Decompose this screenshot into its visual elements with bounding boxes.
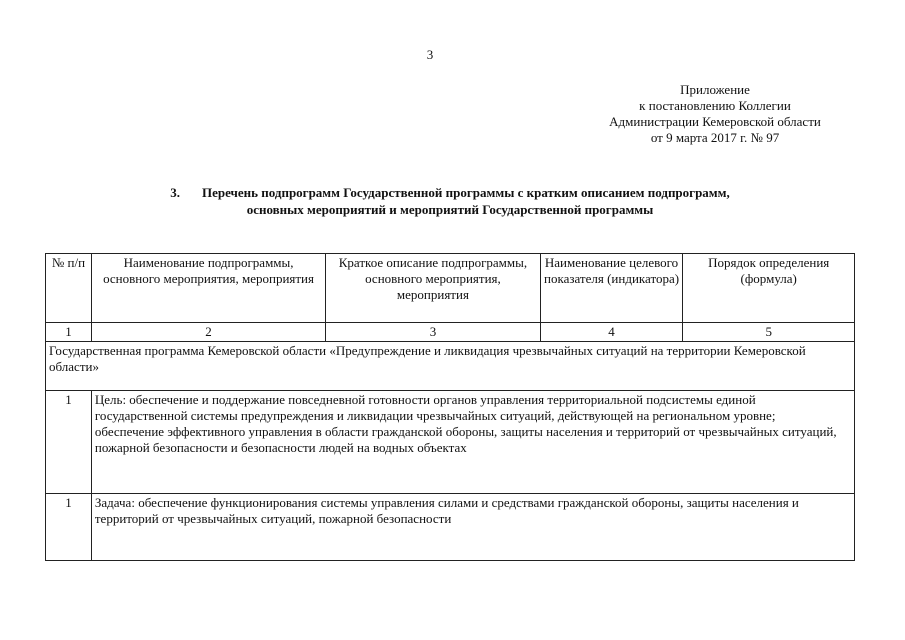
task-text-cell: Задача: обеспечение функционирования системы управления силами и средствами гражданской обороны, защиты населения и территорий от чрезвычайных ситуаций, пожарной безопасности [91, 494, 854, 561]
page-number: 3 [426, 47, 434, 62]
program-row [46, 342, 855, 391]
column-number-cell: 3 [326, 323, 540, 342]
appendix-line-2: к постановлению Коллегии [639, 98, 791, 113]
column-number-cell: 2 [91, 323, 325, 342]
program-title-cell: Государственная программа Кемеровской области «Предупреждение и ликвидация чрезвычайных ситуаций на территории Кемеровской области» [46, 342, 855, 391]
goal-row [46, 391, 855, 494]
table-header-row [46, 254, 855, 323]
section-number: 3. [170, 185, 180, 200]
header-cell-name: Наименование подпрограммы, основного мероприятия, мероприятия [91, 254, 325, 323]
goal-index-cell: 1 [46, 391, 92, 494]
column-number-cell: 1 [46, 323, 92, 342]
appendix-block [560, 82, 870, 146]
appendix-line-3: Администрации Кемеровской области [609, 114, 821, 129]
appendix-line-4: от 9 марта 2017 г. № 97 [650, 130, 780, 145]
column-number-cell: 4 [540, 323, 683, 342]
column-number-cell: 5 [683, 323, 855, 342]
heading-line-2: основных мероприятий и мероприятий Государственной программы [246, 202, 654, 217]
header-cell-formula: Порядок определения (формула) [683, 254, 855, 323]
goal-text-line-2: обеспечение эффективного управления в области гражданской обороны, защиты населения и территорий от чрезвычайных ситуаций, пожарной безопасности и безопасности людей на водных объектах [94, 424, 837, 455]
header-cell-indicator: Наименование целевого показателя (индикатора) [540, 254, 683, 323]
goal-text-line-1: Цель: обеспечение и поддержание повседневной готовности органов управления территориальной подсистемы единой государственной системы предупреждения и ликвидации чрезвычайных ситуаций, действующей на региональном уровне; [94, 392, 776, 423]
header-cell-description: Краткое описание подпрограммы, основного мероприятия, мероприятия [326, 254, 540, 323]
heading-line-1: Перечень подпрограмм Государственной программы с кратким описанием подпрограмм, [201, 185, 730, 200]
header-cell-number: № п/п [46, 254, 92, 323]
column-number-row [46, 323, 855, 342]
section-heading [90, 184, 810, 218]
goal-text-cell [91, 391, 854, 494]
task-index-cell: 1 [46, 494, 92, 561]
subprogram-table [45, 253, 855, 561]
task-row [46, 494, 855, 561]
appendix-line-1: Приложение [680, 82, 750, 97]
